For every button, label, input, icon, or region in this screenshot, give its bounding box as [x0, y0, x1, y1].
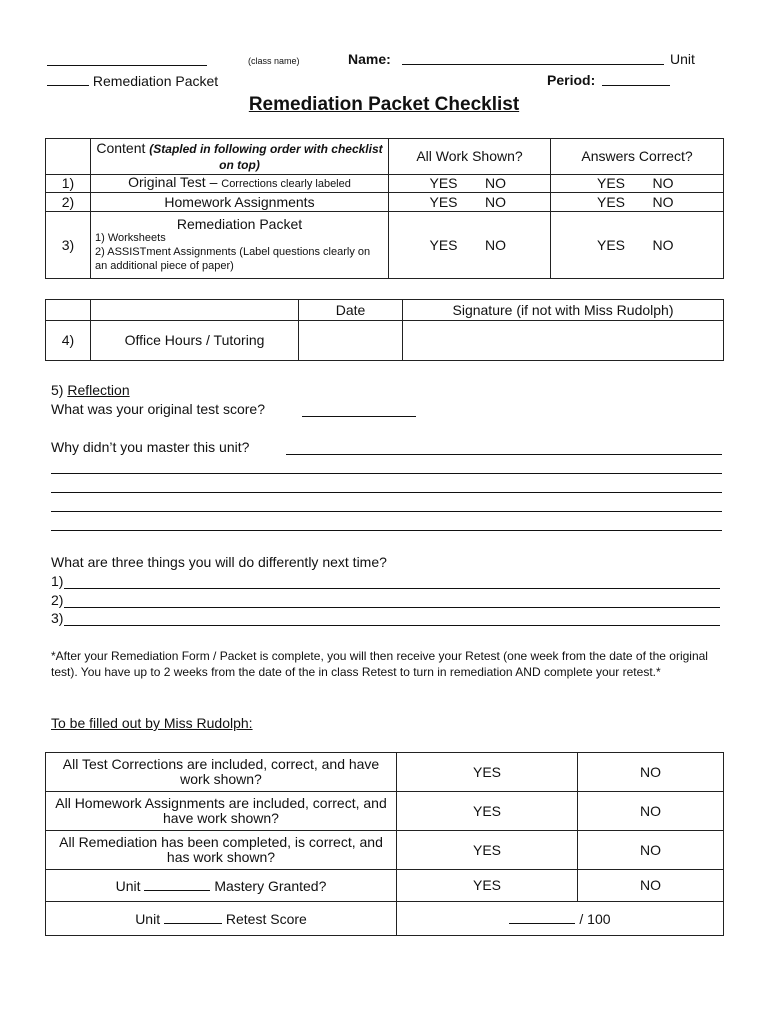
signature-cell[interactable]	[403, 321, 724, 361]
yes-option[interactable]: YES	[429, 175, 458, 191]
row-number: 3)	[46, 212, 91, 279]
answer-line[interactable]	[51, 473, 722, 474]
answer-line[interactable]	[51, 511, 722, 512]
class-name-label: (class name)	[248, 56, 300, 66]
row-label: Homework Assignments	[91, 193, 389, 212]
yes-option[interactable]: YES	[596, 175, 625, 191]
retest-label	[46, 902, 397, 936]
row-label: Office Hours / Tutoring	[91, 321, 299, 361]
table-row	[46, 792, 724, 831]
retest-score-label: Retest Score	[225, 911, 307, 927]
row-subitem: 2) ASSISTment Assignments (Label questions clearly on an additional piece of paper)	[95, 246, 371, 272]
q-three-things: What are three things you will do differently next time?	[51, 554, 387, 570]
score-answer-line[interactable]	[302, 416, 416, 417]
yes-option[interactable]: YES	[429, 236, 458, 253]
item-number: 3)	[51, 610, 64, 626]
col-answers-correct: Answers Correct?	[551, 139, 724, 175]
yes-option[interactable]: YES	[596, 236, 625, 253]
yes-option[interactable]: YES	[397, 831, 578, 870]
name-label: Name:	[348, 51, 391, 67]
rudolph-heading: To be filled out by Miss Rudolph:	[51, 715, 253, 731]
col-work-shown: All Work Shown?	[389, 139, 551, 175]
yes-option[interactable]: YES	[596, 193, 625, 210]
yes-option[interactable]: YES	[429, 193, 458, 210]
table-row	[46, 193, 724, 212]
answer-line[interactable]	[64, 607, 720, 608]
yes-option[interactable]: YES	[397, 753, 578, 792]
reflection-heading	[51, 382, 130, 398]
rudolph-table	[45, 752, 724, 936]
row-label: Remediation Packet	[176, 216, 303, 232]
name-field[interactable]	[402, 51, 664, 65]
checklist-table	[45, 138, 724, 279]
period-label: Period:	[547, 72, 596, 88]
header-row-2	[47, 72, 218, 89]
item-number: 1)	[51, 573, 64, 589]
no-option[interactable]: NO	[652, 175, 674, 191]
packet-unit-field[interactable]	[47, 72, 89, 86]
period-field[interactable]	[602, 72, 670, 86]
row-subitem: 1) Worksheets	[95, 232, 166, 244]
table-row	[46, 870, 724, 902]
no-option[interactable]: NO	[652, 236, 674, 253]
row-number: 1)	[46, 175, 91, 193]
score-total: / 100	[579, 911, 611, 927]
mastery-label	[46, 870, 397, 902]
answer-line[interactable]	[51, 492, 722, 493]
yes-option[interactable]: YES	[397, 792, 578, 831]
no-option[interactable]: NO	[652, 193, 674, 210]
col-date: Date	[299, 300, 403, 321]
checklist-header-row	[46, 139, 724, 175]
packet-label: Remediation Packet	[92, 73, 219, 89]
table-row	[46, 175, 724, 193]
yes-option[interactable]: YES	[397, 870, 578, 902]
col-signature: Signature (if not with Miss Rudolph)	[403, 300, 724, 321]
retest-unit-label: Unit	[135, 911, 161, 927]
table-row	[46, 212, 724, 279]
row-number: 4)	[46, 321, 91, 361]
unit-label: Unit	[670, 51, 695, 67]
retest-unit-field[interactable]	[164, 910, 222, 924]
answer-line[interactable]	[64, 588, 720, 589]
criteria-label: All Remediation has been completed, is correct, and has work shown?	[46, 831, 397, 870]
office-hours-table	[45, 299, 724, 361]
no-option[interactable]: NO	[485, 236, 506, 253]
row-label: Original Test –	[128, 174, 218, 190]
retest-note: *After your Remediation Form / Packet is complete, you will then receive your Retest (one week from the date of the original test). You have up to 2 weeks from the date of the in class Retest to turn in remediation AND complete your retest.*	[51, 649, 708, 679]
answer-line[interactable]	[64, 625, 720, 626]
criteria-label: All Homework Assignments are included, correct, and have work shown?	[46, 792, 397, 831]
answer-line[interactable]	[286, 454, 722, 455]
table-row	[46, 902, 724, 936]
retest-score-field[interactable]	[509, 910, 575, 924]
no-option[interactable]: NO	[485, 193, 506, 210]
no-option[interactable]: NO	[485, 175, 506, 191]
criteria-label: All Test Corrections are included, correct, and have work shown?	[46, 753, 397, 792]
answer-line[interactable]	[51, 530, 722, 531]
row-sublabel: Corrections clearly labeled	[221, 178, 351, 190]
mastery-question: Mastery Granted?	[214, 878, 327, 894]
col-content: Content	[96, 139, 146, 156]
mastery-unit-field[interactable]	[144, 877, 210, 891]
table-row	[46, 753, 724, 792]
table-row	[46, 321, 724, 361]
no-option[interactable]: NO	[578, 831, 724, 870]
col-content-note: (Stapled in following order with checklist on top)	[149, 141, 383, 172]
q-why-not-master: Why didn’t you master this unit?	[51, 439, 250, 455]
page-title: Remediation Packet Checklist	[248, 94, 520, 115]
reflection-number: 5)	[51, 382, 64, 398]
item-number: 2)	[51, 592, 64, 608]
office-header-row	[46, 300, 724, 321]
no-option[interactable]: NO	[578, 753, 724, 792]
q-original-score: What was your original test score?	[51, 401, 265, 417]
no-option[interactable]: NO	[578, 792, 724, 831]
retest-score-cell	[397, 902, 724, 936]
reflection-title: Reflection	[67, 382, 130, 398]
date-cell[interactable]	[299, 321, 403, 361]
table-row	[46, 831, 724, 870]
class-name-field[interactable]	[47, 52, 207, 66]
no-option[interactable]: NO	[578, 870, 724, 902]
header-row-1	[47, 52, 207, 69]
row-number: 2)	[46, 193, 91, 212]
mastery-unit-label: Unit	[115, 878, 141, 894]
